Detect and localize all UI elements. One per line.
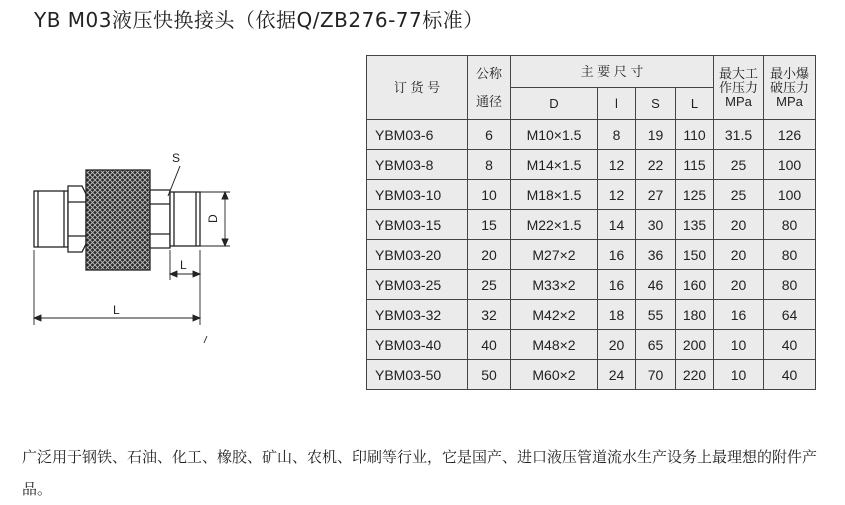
- header-main-dims: 主 要 尺 寸: [511, 56, 714, 88]
- header-col-d: D: [511, 88, 598, 120]
- header-col-s: S: [636, 88, 676, 120]
- label-d: D: [206, 214, 220, 223]
- description-text: 广泛用于钢铁、石油、化工、橡胶、矿山、农机、印刷等行业，它是国产、进口液压管道流水生产设务上最理想的附件产品。: [22, 448, 818, 498]
- knurled-sleeve: [86, 170, 150, 270]
- table-row: YBM03-10 10 M18×1.5 12 27 125 25 100: [367, 180, 816, 210]
- label-s: S: [172, 151, 181, 165]
- header-nominal: 公称 通径: [468, 56, 511, 120]
- table-row: YBM03-15 15 M22×1.5 14 30 135 20 80: [367, 210, 816, 240]
- right-hex-s: [150, 190, 170, 248]
- left-thread-end: [34, 191, 68, 247]
- label-l-total: L: [113, 303, 120, 317]
- table-row: YBM03-50 50 M60×2 24 70 220 10 40: [367, 360, 816, 390]
- header-max-work: 最大工 作压力 MPa: [714, 56, 764, 120]
- table-row: YBM03-6 6 M10×1.5 8 19 110 31.5 126: [367, 120, 816, 150]
- header-col-l-small: l: [598, 88, 636, 120]
- spec-table: [366, 55, 816, 390]
- table-row: YBM03-25 25 M33×2 16 46 160 20 80: [367, 270, 816, 300]
- coupling-drawing: [20, 140, 240, 360]
- header-col-l: L: [676, 88, 714, 120]
- table-row: YBM03-20 20 M27×2 16 36 150 20 80: [367, 240, 816, 270]
- table-row: YBM03-8 8 M14×1.5 12 22 115 25 100: [367, 150, 816, 180]
- left-hex-nut: [68, 186, 86, 252]
- table-row: YBM03-32 32 M42×2 18 55 180 16 64: [367, 300, 816, 330]
- table-row: YBM03-40 40 M48×2 20 65 200 10 40: [367, 330, 816, 360]
- header-order-no: 订 货 号: [367, 56, 468, 120]
- header-min-burst: 最小爆 破压力 MPa: [764, 56, 816, 120]
- label-l-short: L: [180, 258, 187, 272]
- page-title: YB M03液压快换接头（依据Q/ZB276-77标准）: [34, 8, 484, 32]
